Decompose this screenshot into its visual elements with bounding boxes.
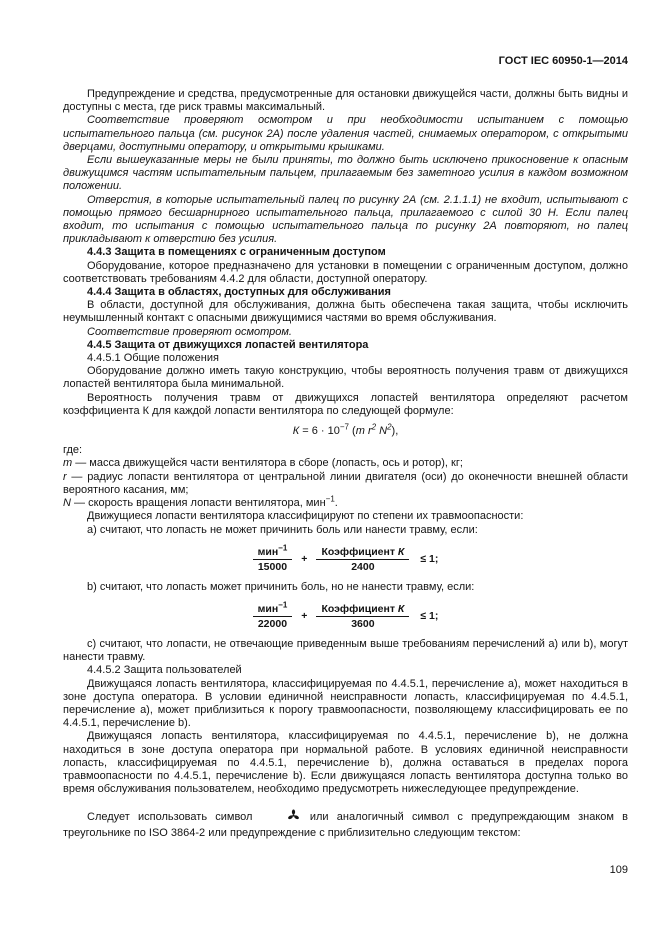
fraction-coef-b-numerator: [316, 603, 409, 617]
paragraph-warning-visibility: Предупреждение и средства, предусмотренные для остановки движущейся части, должны быть видны и доступны с места, где риск травмы максимальный.: [63, 88, 628, 114]
section-heading-4-4-3: 4.4.3 Защита в помещениях с ограниченным доступом: [87, 246, 386, 259]
unit-min: мин: [257, 545, 279, 558]
definition-n: [63, 494, 628, 510]
warning-text-before: Следует использовать символ: [87, 811, 261, 824]
running-header: [63, 55, 628, 68]
definition-r-var: r: [63, 470, 67, 483]
fraction-speed-a-denominator: 15000: [257, 560, 288, 573]
condition-a: ≤ 1;: [420, 553, 439, 566]
paragraph-compliance-inspection: Соответствие проверяют осмотром.: [87, 325, 292, 338]
formula-exp-n: 2: [387, 422, 392, 432]
formula-var-k: К: [292, 425, 300, 438]
page-number: 109: [609, 864, 628, 876]
paragraph-service-area: В области, доступной для обслуживания, должна быть обеспечена такая защита, чтобы исключить неумышленный контакт с опасными движущимися частями во время обслуживания.: [63, 299, 628, 325]
definition-m: [63, 457, 628, 470]
paragraph-if-measures-not-taken: Если вышеуказанные меры не были приняты, то должно быть исключено прикосновение к опасным движущимся частям испытательным пальцем, прилагаемым без заметного усилия в каждом возможном положении.: [63, 154, 628, 193]
warning-text-after: или аналогичный символ с предупреждающим знаком в треугольнике по ISO 3864-2 или предупреждение с приблизительно следующим текстом:: [63, 811, 628, 839]
fraction-speed-b-numerator: [253, 600, 293, 617]
section-heading-4-4-5-1: 4.4.5.1 Общие положения: [87, 352, 219, 365]
paragraph-fan-design: Оборудование должно иметь такую конструкцию, чтобы вероятность получения травм от движущихся лопастей вентилятора была минимальной.: [63, 365, 628, 391]
section-heading-4-4-4: 4.4.4 Защита в областях, доступных для обслуживания: [87, 286, 391, 299]
fan-hazard-symbol-icon: [263, 809, 300, 826]
list-item-c: с) считают, что лопасти, не отвечающие приведенным выше требованиям перечислений а) или b), могут нанести травму.: [63, 637, 628, 664]
list-item-b: b) считают, что лопасть может причинить боль, но не нанести травму, если:: [87, 580, 475, 593]
fraction-coef-a-denominator: 2400: [351, 560, 375, 573]
definition-n-var: N: [63, 497, 71, 510]
paragraph-user-protection-a: Движущаяся лопасть вентилятора, классифицируемая по 4.4.5.1, перечисление а), может находиться в зоне доступа оператора. В условии единичной неисправности лопасть, классифицируемая по 4.4.5.1, перечисление а), может приблизиться к порогу травмоопасности, позволяющему классифицировать ее по 4.4.5.1, перечисление b).: [63, 677, 628, 730]
section-heading-4-4-5-2: 4.4.5.2 Защита пользователей: [87, 664, 242, 677]
formula-close-paren: ),: [391, 425, 399, 438]
fraction-coef-a: [316, 546, 409, 573]
coefficient-label: Коэффициент: [321, 545, 398, 558]
formula-exponent: −7: [339, 422, 349, 432]
coefficient-label: Коэффициент: [321, 602, 398, 615]
unit-min: мин: [257, 602, 279, 615]
plus-operator: +: [301, 610, 308, 623]
fraction-coef-b-denominator: 3600: [351, 617, 375, 630]
paragraph-classification: Движущиеся лопасти вентилятора классифицируют по степени их травмоопасности:: [87, 510, 524, 523]
paragraph-openings-test: Отверстия, в которые испытательный палец по рисунку 2А (см. 2.1.1.1) не входит, испытывают с помощью прямого бесшарнирного испытательного пальца, прилагаемого с силой 30 Н. Если палец входит, то испытания с помощью испытательного пальца по рисунку 2А повторяют, но палец прикладывают к отверстию без усилия.: [63, 193, 628, 246]
formula-exp-r: 2: [371, 422, 377, 432]
unit-min-exp: −1: [278, 600, 288, 610]
formula-threshold-a: [63, 543, 628, 573]
definition-r-text: — радиус лопасти вентилятора от центральной линии двигателя (оси) до оконечности внешней области вероятного касания, мм;: [63, 470, 628, 496]
page-body: [63, 88, 628, 840]
paragraph-compliance-test-finger: Соответствие проверяют осмотром и при необходимости испытанием с помощью испытательного пальца (см. рисунок 2А) после удаления частей, снимаемых оператором, с открытыми дверцами, доступными оператору, и открытыми крышками.: [63, 114, 628, 153]
formula-open-paren: (: [349, 425, 356, 438]
definition-r: [63, 471, 628, 497]
fraction-coef-a-numerator: [316, 546, 409, 560]
fraction-speed-b: [253, 600, 293, 630]
standard-number: ГОСТ IEC 60950-1—2014: [498, 55, 628, 67]
list-item-a: а) считают, что лопасть не может причинить боль или нанести травму, если:: [87, 523, 478, 536]
section-heading-4-4-5: 4.4.5 Защита от движущихся лопастей вентилятора: [87, 338, 369, 351]
unit-min-exp: −1: [278, 543, 288, 553]
coefficient-var-k: К: [397, 545, 405, 558]
definition-n-post: .: [334, 497, 338, 510]
paragraph-warning-symbol: [63, 809, 628, 839]
plus-operator: +: [301, 553, 308, 566]
formula-equals: = 6 · 10: [299, 425, 340, 438]
paragraph-restricted-access: Оборудование, которое предназначено для установки в помещении с ограниченным доступом, должно соответствовать требованиям 4.4.2 для области, доступной оператору.: [63, 259, 628, 285]
paragraph-user-protection-b: Движущаяся лопасть вентилятора, классифицируемая по 4.4.5.1, перечисление b), не должна находиться в зоне доступа оператора при нормальной работе. В условиях единичной неисправности лопасть, классифицируемая по 4.4.5.1, перечисление b), должна оставаться в пределах порога травмоопасности по 4.4.5.1, перечисление b). Если движущаяся лопасть вентилятора доступна только во время обслуживания пользователем, необходимо предусмотреть нижеследующее предупреждение.: [63, 730, 628, 796]
formula-vars-mr: m r: [355, 425, 372, 438]
paragraph-injury-probability: Вероятность получения травм от движущихся лопастей вентилятора определяют расчетом коэффициента К для каждой лопасти вентилятора по следующей формуле:: [63, 391, 628, 417]
fraction-coef-b: [316, 603, 409, 630]
where-label: где:: [63, 444, 83, 457]
formula-var-n: N: [376, 425, 388, 438]
formula-threshold-b: [63, 600, 628, 630]
fraction-speed-a-numerator: [253, 543, 293, 560]
definition-n-exp: −1: [325, 494, 335, 504]
definition-m-text: — масса движущейся части вентилятора в сборе (лопасть, ось и ротор), кг;: [72, 457, 463, 470]
fraction-speed-a: [253, 543, 293, 573]
definition-n-text: — скорость вращения лопасти вентилятора, мин: [70, 497, 326, 510]
formula-k-equation: [63, 422, 628, 438]
condition-b: ≤ 1;: [420, 610, 439, 623]
definition-m-var: m: [63, 457, 73, 470]
fraction-speed-b-denominator: 22000: [257, 617, 288, 630]
coefficient-var-k: К: [397, 602, 405, 615]
